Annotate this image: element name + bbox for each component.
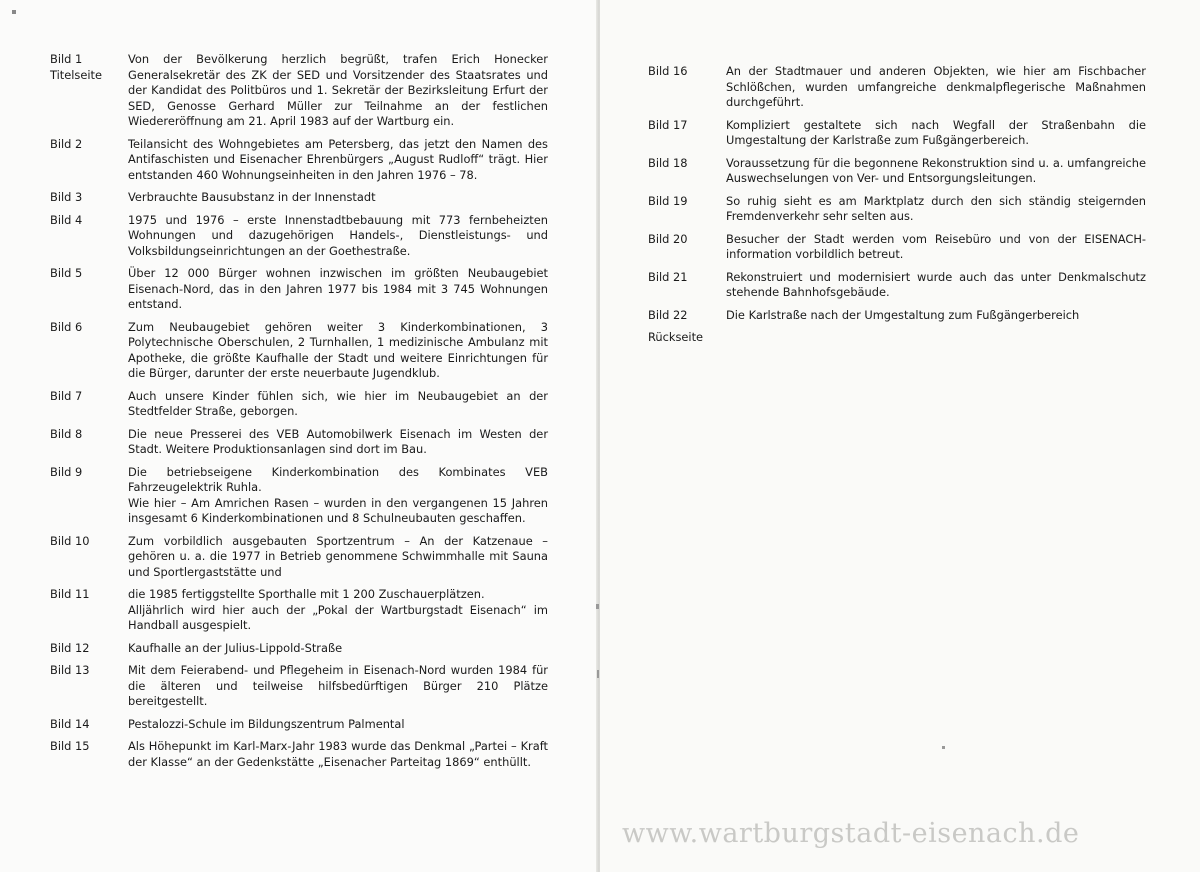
caption-entry xyxy=(50,717,548,733)
corner-mark xyxy=(12,10,16,14)
caption-label: Bild 14 xyxy=(50,716,90,731)
caption-label: Bild 19 xyxy=(648,193,688,208)
caption-text: An der Stadtmauer und anderen Objekten, wie hier am Fischbacher Schlößchen, wurden umfangreiche denkmalpflegerische Maßnahmen durchgeführt. xyxy=(726,64,1146,109)
caption-label: Bild 18 xyxy=(648,155,688,170)
caption-label: Bild 4 xyxy=(50,212,83,227)
caption-text: Zum vorbildlich ausgebauten Sportzentrum – An der Katzenaue – gehören u. a. die 1977 in Betrieb genommene Schwimmhalle mit Sauna und Sportlergaststätte und xyxy=(128,533,548,579)
caption-entry xyxy=(50,534,548,581)
caption-label: Bild 7 xyxy=(50,388,83,403)
caption-label: Bild 15 xyxy=(50,739,90,753)
caption-entry xyxy=(50,739,548,770)
speck-mark xyxy=(597,670,599,678)
caption-text-continued: Wie hier – Am Amrichen Rasen – wurden in den vergangenen 15 Jahren insgesamt 6 Kinderkombinationen und 8 Schulneubauten geschaffen. xyxy=(128,495,548,525)
caption-text: Pestalozzi-Schule im Bildungszentrum Palmental xyxy=(128,716,405,731)
speck-mark xyxy=(596,604,599,609)
caption-entry xyxy=(50,465,548,527)
caption-label: Bild 17 xyxy=(648,117,688,132)
caption-text: Auch unsere Kinder fühlen sich, wie hier im Neubaugebiet an der Stedtfelder Straße, geborgen. xyxy=(128,388,548,418)
caption-label: Bild 8 xyxy=(50,426,83,441)
caption-sublabel: Titelseite xyxy=(50,67,102,82)
caption-text: Mit dem Feierabend- und Pflegeheim in Eisenach-Nord wurden 1984 für die älteren und teilweise hilfsbedürftigen Bürger 210 Plätze bereitgestellt. xyxy=(128,663,548,708)
caption-entry xyxy=(648,194,1146,225)
caption-text: Zum Neubaugebiet gehören weiter 3 Kinderkombinationen, 3 Polytechnische Oberschulen, 2 Turnhallen, 1 medizinische Ambulanz mit Apotheke, die größte Kaufhalle der Stadt und weitere Einrichtungen für die Bürger, darunter der erste neuerbaute Jugendklub. xyxy=(128,319,548,380)
caption-label: Bild 3 xyxy=(50,190,83,204)
caption-entry xyxy=(648,64,1146,111)
caption-label: Bild 22 xyxy=(648,307,688,322)
caption-text: Kompliziert gestaltete sich nach Wegfall der Straßenbahn die Umgestaltung der Karlstraße zum Fußgängerbereich. xyxy=(726,117,1146,147)
speck-mark xyxy=(942,746,945,749)
caption-text: So ruhig sieht es am Marktplatz durch den sich ständig steigernden Fremdenverkehr sehr selten aus. xyxy=(726,193,1146,223)
caption-text: 1975 und 1976 – erste Innenstadtbebauung mit 773 fernbeheizten Wohnungen und dazugehörigen Handels-, Dienstleistungs- und Volksbildungseinrichtungen an der Goethestraße. xyxy=(128,212,548,258)
left-page xyxy=(0,0,598,872)
caption-label: Bild 1 xyxy=(50,52,83,66)
caption-entry xyxy=(50,190,548,206)
caption-text: Kaufhalle an der Julius-Lippold-Straße xyxy=(128,640,343,655)
caption-text: Teilansicht des Wohngebietes am Petersberg, das jetzt den Namen des Antifaschisten und Eisenacher Ehrenbürgers „August Rudloff“ trägt. Hier entstanden 460 Wohnungseinheiten in den Jahren 1976 – 78. xyxy=(128,136,548,182)
caption-label: Bild 21 xyxy=(648,269,688,284)
caption-entry xyxy=(50,137,548,184)
caption-list-left xyxy=(50,52,548,777)
caption-label: Bild 11 xyxy=(50,587,90,601)
caption-text: die 1985 fertiggstellte Sporthalle mit 1 200 Zuschauerplätzen. xyxy=(128,587,485,601)
caption-label: Bild 13 xyxy=(50,663,90,677)
caption-text: Die Karlstraße nach der Umgestaltung zum Fußgängerbereich xyxy=(726,307,1080,322)
caption-list-right xyxy=(648,64,1146,353)
caption-label: Bild 6 xyxy=(50,319,83,334)
caption-entry xyxy=(50,266,548,313)
caption-entry xyxy=(648,308,1146,324)
caption-label: Bild 20 xyxy=(648,231,688,246)
caption-text: Die neue Presserei des VEB Automobilwerk Eisenach im Westen der Stadt. Weitere Produktionsanlagen sind dort im Bau. xyxy=(128,426,548,456)
caption-label: Bild 2 xyxy=(50,136,83,151)
caption-entry xyxy=(50,587,548,634)
caption-text: Die betriebseigene Kinderkombination des Kombinates VEB Fahrzeugelektrik Ruhla. xyxy=(128,464,548,494)
caption-label: Bild 12 xyxy=(50,640,90,655)
caption-label: Rückseite xyxy=(648,330,704,344)
caption-entry xyxy=(50,320,548,382)
caption-label: Bild 9 xyxy=(50,464,83,479)
caption-label: Bild 5 xyxy=(50,266,83,280)
caption-entry xyxy=(648,232,1146,263)
right-page xyxy=(600,0,1200,872)
caption-entry xyxy=(648,156,1146,187)
caption-label: Bild 16 xyxy=(648,64,688,78)
caption-text-continued: Alljährlich wird hier auch der „Pokal der Wartburgstadt Eisenach“ im Handball ausgespielt. xyxy=(128,602,548,632)
caption-text: Als Höhepunkt im Karl-Marx-Jahr 1983 wurde das Denkmal „Partei – Kraft der Klasse“ an der Gedenkstätte „Eisenacher Parteitag 1869“ enthüllt. xyxy=(128,739,548,769)
watermark: www.wartburgstadt-eisenach.de xyxy=(622,818,1080,849)
caption-entry xyxy=(648,118,1146,149)
caption-text: Von der Bevölkerung herzlich begrüßt, trafen Erich Honecker Generalsekretär des ZK der SED und Vorsitzender des Staatsrates und der Kandidat des Politbüros und 1. Sekretär der Bezirksleitung Erfurt der SED, Genosse Gerhard Müller zur Teilnahme an der festlichen Wiedereröffnung am 21. April 1983 auf der Wartburg ein. xyxy=(128,52,548,128)
caption-text: Besucher der Stadt werden vom Reisebüro und von der EISENACH-information vorbildlich betreut. xyxy=(726,231,1146,261)
caption-entry xyxy=(648,330,1146,346)
caption-entry xyxy=(50,389,548,420)
caption-entry xyxy=(50,52,548,130)
caption-entry xyxy=(50,663,548,710)
caption-entry xyxy=(50,641,548,657)
caption-label: Bild 10 xyxy=(50,533,90,548)
caption-text: Verbrauchte Bausubstanz in der Innenstadt xyxy=(128,190,376,204)
caption-entry xyxy=(50,427,548,458)
caption-text: Über 12 000 Bürger wohnen inzwischen im größten Neubaugebiet Eisenach-Nord, das in den Jahren 1977 bis 1984 mit 3 745 Wohnungen entstand. xyxy=(128,266,548,311)
caption-entry xyxy=(648,270,1146,301)
caption-entry xyxy=(50,213,548,260)
caption-text: Voraussetzung für die begonnene Rekonstruktion sind u. a. umfangreiche Auswechselungen von Ver- und Entsorgungsleitungen. xyxy=(726,155,1146,185)
caption-text: Rekonstruiert und modernisiert wurde auch das unter Denkmalschutz stehende Bahnhofsgebäude. xyxy=(726,269,1146,299)
caption-text xyxy=(726,330,1146,346)
